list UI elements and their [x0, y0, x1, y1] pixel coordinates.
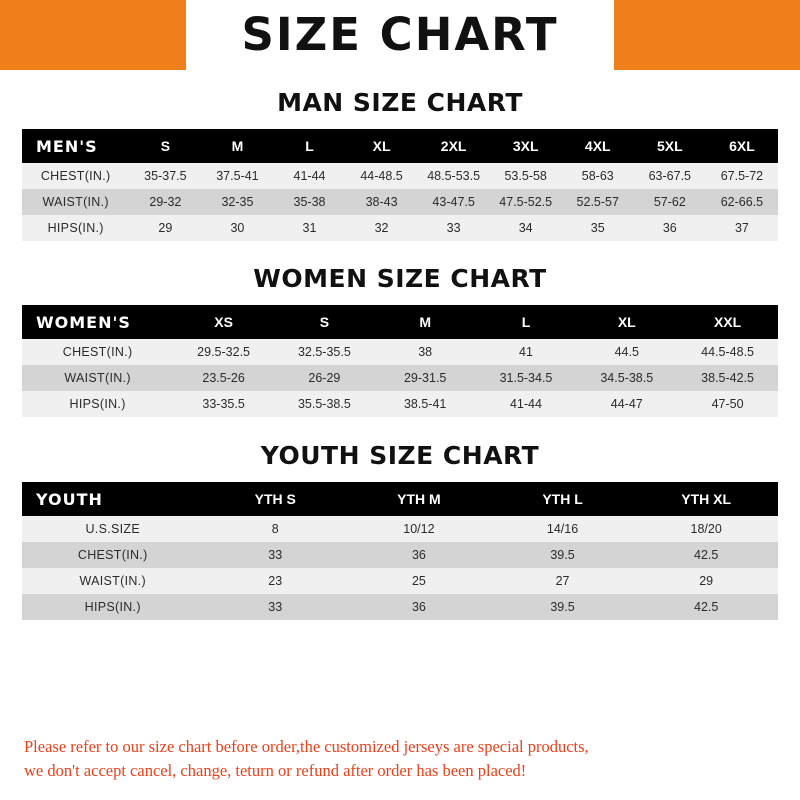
- table-cell: 8: [203, 516, 347, 542]
- table-cell: 35.5-38.5: [274, 391, 375, 417]
- table-cell: 42.5: [634, 594, 778, 620]
- table-cell: 44-47: [576, 391, 677, 417]
- table-cell: 26-29: [274, 365, 375, 391]
- table-cell: 42.5: [634, 542, 778, 568]
- table-cell: 33: [418, 215, 490, 241]
- table-cell: 39.5: [491, 542, 635, 568]
- table-cell: 57-62: [634, 189, 706, 215]
- header-accent-right: [614, 0, 800, 70]
- table-cell: 27: [491, 568, 635, 594]
- man-header-cell: 2XL: [418, 129, 490, 163]
- table-cell: 63-67.5: [634, 163, 706, 189]
- footer-note-line-2: we don't accept cancel, change, teturn or refund after order has been placed!: [24, 761, 527, 781]
- youth-header-cell: YTH S: [203, 482, 347, 516]
- table-cell: 67.5-72: [706, 163, 778, 189]
- table-cell: 29.5-32.5: [173, 339, 274, 365]
- women-header-cell: XXL: [677, 305, 778, 339]
- youth-header-cell: YOUTH: [22, 482, 203, 516]
- man-header-cell: XL: [346, 129, 418, 163]
- footer-note-line-1: Please refer to our size chart before order,the customized jerseys are special products,: [24, 736, 589, 756]
- table-row: [22, 163, 778, 189]
- footer-note: [0, 721, 800, 800]
- man-header-cell: 3XL: [490, 129, 562, 163]
- table-cell: 43-47.5: [418, 189, 490, 215]
- man-header-cell: M: [201, 129, 273, 163]
- table-row: [22, 568, 778, 594]
- women-size-table: [22, 305, 778, 417]
- table-cell: 30: [201, 215, 273, 241]
- table-cell: 48.5-53.5: [418, 163, 490, 189]
- table-cell: 38.5-42.5: [677, 365, 778, 391]
- table-cell: 33: [203, 594, 347, 620]
- man-header-cell: 6XL: [706, 129, 778, 163]
- women-header-cell: L: [476, 305, 577, 339]
- table-cell: 52.5-57: [562, 189, 634, 215]
- table-cell: 31.5-34.5: [476, 365, 577, 391]
- youth-size-table: [22, 482, 778, 620]
- table-cell: 38: [375, 339, 476, 365]
- man-header-cell: 5XL: [634, 129, 706, 163]
- table-cell: 35: [562, 215, 634, 241]
- table-cell: 44.5-48.5: [677, 339, 778, 365]
- youth-header-cell: YTH L: [491, 482, 635, 516]
- table-row: [22, 594, 778, 620]
- table-row: [22, 189, 778, 215]
- row-label: WAIST(IN.): [22, 189, 129, 215]
- table-header-row: [22, 482, 778, 516]
- header-accent-left: [0, 0, 186, 70]
- table-cell: 36: [347, 542, 491, 568]
- table-header-row: [22, 129, 778, 163]
- women-section-title: WOMEN SIZE CHART: [253, 264, 547, 293]
- table-cell: 44.5: [576, 339, 677, 365]
- table-cell: 29-31.5: [375, 365, 476, 391]
- youth-header-cell: YTH XL: [634, 482, 778, 516]
- table-cell: 14/16: [491, 516, 635, 542]
- table-cell: 32: [346, 215, 418, 241]
- table-header-row: [22, 305, 778, 339]
- table-cell: 29-32: [129, 189, 201, 215]
- women-header-cell: S: [274, 305, 375, 339]
- table-cell: 29: [129, 215, 201, 241]
- table-cell: 62-66.5: [706, 189, 778, 215]
- table-cell: 38-43: [346, 189, 418, 215]
- table-cell: 58-63: [562, 163, 634, 189]
- table-cell: 18/20: [634, 516, 778, 542]
- table-cell: 37: [706, 215, 778, 241]
- man-header-cell: L: [273, 129, 345, 163]
- women-header-cell: M: [375, 305, 476, 339]
- man-size-table: [22, 129, 778, 241]
- table-cell: 23: [203, 568, 347, 594]
- women-header-cell: XS: [173, 305, 274, 339]
- row-label: WAIST(IN.): [22, 568, 203, 594]
- table-cell: 32.5-35.5: [274, 339, 375, 365]
- man-header-cell: S: [129, 129, 201, 163]
- table-cell: 37.5-41: [201, 163, 273, 189]
- table-cell: 41-44: [476, 391, 577, 417]
- table-cell: 35-38: [273, 189, 345, 215]
- table-row: [22, 542, 778, 568]
- table-cell: 35-37.5: [129, 163, 201, 189]
- table-cell: 33-35.5: [173, 391, 274, 417]
- table-row: [22, 365, 778, 391]
- table-cell: 36: [347, 594, 491, 620]
- women-header-cell: XL: [576, 305, 677, 339]
- table-cell: 33: [203, 542, 347, 568]
- header-band: [0, 0, 800, 70]
- row-label: CHEST(IN.): [22, 163, 129, 189]
- table-cell: 41: [476, 339, 577, 365]
- youth-section-title: YOUTH SIZE CHART: [260, 441, 540, 470]
- table-cell: 25: [347, 568, 491, 594]
- table-cell: 39.5: [491, 594, 635, 620]
- row-label: HIPS(IN.): [22, 594, 203, 620]
- women-header-cell: WOMEN'S: [22, 305, 173, 339]
- table-cell: 41-44: [273, 163, 345, 189]
- table-cell: 53.5-58: [490, 163, 562, 189]
- table-cell: 47.5-52.5: [490, 189, 562, 215]
- table-row: [22, 516, 778, 542]
- row-label: CHEST(IN.): [22, 339, 173, 365]
- content: [0, 70, 800, 721]
- table-row: [22, 215, 778, 241]
- table-row: [22, 391, 778, 417]
- man-header-cell: 4XL: [562, 129, 634, 163]
- table-cell: 31: [273, 215, 345, 241]
- table-cell: 10/12: [347, 516, 491, 542]
- table-cell: 29: [634, 568, 778, 594]
- page-title: SIZE CHART: [241, 8, 559, 61]
- table-cell: 44-48.5: [346, 163, 418, 189]
- youth-header-cell: YTH M: [347, 482, 491, 516]
- table-cell: 34.5-38.5: [576, 365, 677, 391]
- man-section-title: MAN SIZE CHART: [277, 88, 523, 117]
- table-cell: 32-35: [201, 189, 273, 215]
- table-cell: 23.5-26: [173, 365, 274, 391]
- row-label: CHEST(IN.): [22, 542, 203, 568]
- table-cell: 38.5-41: [375, 391, 476, 417]
- row-label: WAIST(IN.): [22, 365, 173, 391]
- row-label: U.S.SIZE: [22, 516, 203, 542]
- table-cell: 36: [634, 215, 706, 241]
- row-label: HIPS(IN.): [22, 215, 129, 241]
- man-header-cell: MEN'S: [22, 129, 129, 163]
- row-label: HIPS(IN.): [22, 391, 173, 417]
- table-row: [22, 339, 778, 365]
- table-cell: 47-50: [677, 391, 778, 417]
- table-cell: 34: [490, 215, 562, 241]
